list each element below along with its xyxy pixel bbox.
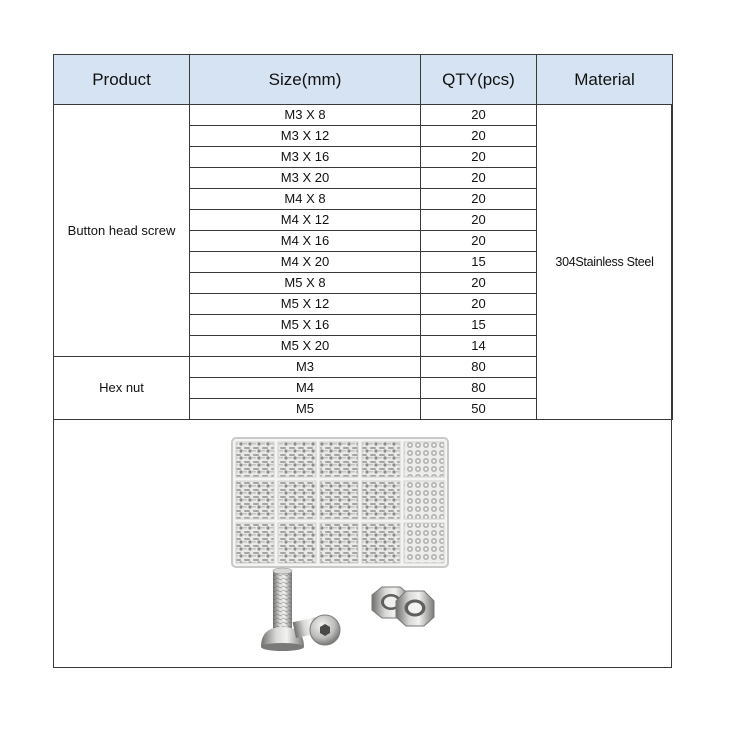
qty-cell: 20 <box>421 189 537 210</box>
size-cell: M5 X 16 <box>190 315 421 336</box>
size-cell: M5 X 12 <box>190 294 421 315</box>
qty-cell: 20 <box>421 126 537 147</box>
table-row <box>54 105 673 126</box>
assortment-box-image <box>232 438 448 567</box>
size-cell: M3 X 20 <box>190 168 421 189</box>
qty-cell: 20 <box>421 210 537 231</box>
size-cell: M5 <box>190 399 421 420</box>
qty-cell: 15 <box>421 252 537 273</box>
header-product: Product <box>54 55 190 105</box>
header-size: Size(mm) <box>190 55 421 105</box>
qty-cell: 15 <box>421 315 537 336</box>
qty-cell: 14 <box>421 336 537 357</box>
qty-cell: 80 <box>421 378 537 399</box>
header-row <box>54 55 673 105</box>
qty-cell: 80 <box>421 357 537 378</box>
qty-cell: 20 <box>421 294 537 315</box>
qty-cell: 20 <box>421 105 537 126</box>
qty-cell: 20 <box>421 168 537 189</box>
size-cell: M5 X 8 <box>190 273 421 294</box>
parts-spec-table <box>53 54 673 420</box>
product-button-head-screw: Button head screw <box>54 105 190 357</box>
size-cell: M4 X 8 <box>190 189 421 210</box>
size-cell: M4 X 16 <box>190 231 421 252</box>
size-cell: M4 <box>190 378 421 399</box>
qty-cell: 20 <box>421 147 537 168</box>
product-hex-nut: Hex nut <box>54 357 190 420</box>
header-material: Material <box>537 55 673 105</box>
size-cell: M3 X 8 <box>190 105 421 126</box>
compartment-grid <box>236 442 444 563</box>
size-cell: M3 X 16 <box>190 147 421 168</box>
qty-cell: 50 <box>421 399 537 420</box>
header-qty: QTY(pcs) <box>421 55 537 105</box>
material-cell: 304Stainless Steel <box>537 105 673 420</box>
hex-nut-image <box>372 587 434 626</box>
size-cell: M5 X 20 <box>190 336 421 357</box>
size-cell: M4 X 12 <box>190 210 421 231</box>
size-cell: M3 <box>190 357 421 378</box>
button-head-screw-image <box>261 568 304 651</box>
size-cell: M3 X 12 <box>190 126 421 147</box>
qty-cell: 20 <box>421 273 537 294</box>
size-cell: M4 X 20 <box>190 252 421 273</box>
product-photo <box>54 425 671 667</box>
qty-cell: 20 <box>421 231 537 252</box>
